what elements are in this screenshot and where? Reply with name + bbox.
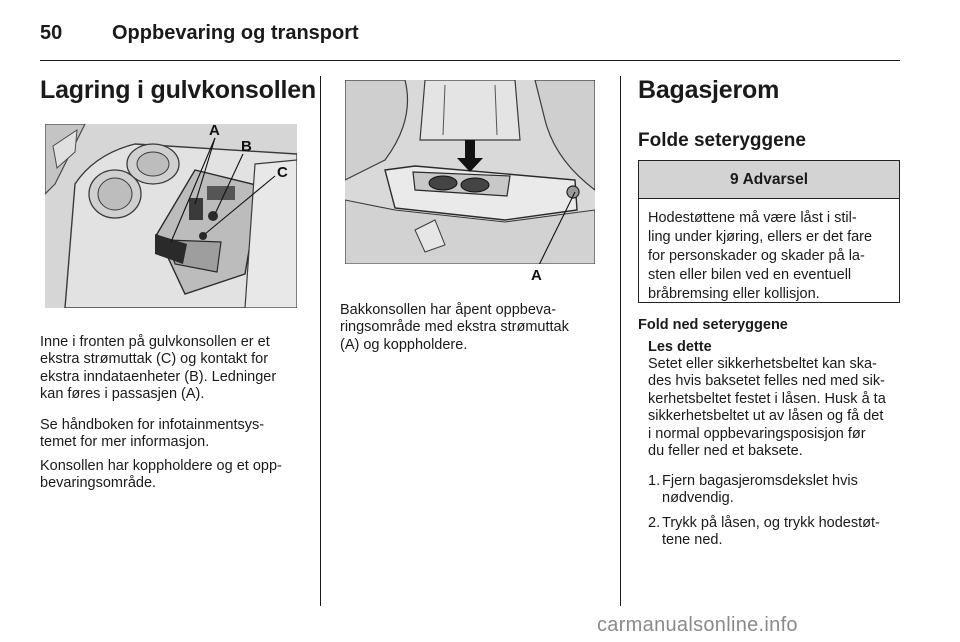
warning-header: [639, 161, 899, 199]
column-divider-1: [320, 76, 321, 606]
figure-label-b: B: [241, 138, 252, 155]
figure-label-c: C: [277, 164, 288, 181]
header-rule: [40, 60, 900, 61]
figure-label-a: A: [209, 124, 220, 139]
warning-box: [638, 160, 900, 303]
luggage-heading: Bagasjerom: [638, 76, 780, 104]
floor-console-heading: Lagring i gulvkonsollen: [40, 76, 316, 104]
rear-console-figure: [345, 80, 595, 284]
column-divider-2: [620, 76, 621, 606]
fold-down-subheading: Fold ned seteryggene: [638, 317, 788, 333]
warning-triangle-icon: 9: [729, 170, 739, 188]
rear-console-illustration: [345, 80, 595, 284]
section-title: Oppbevaring og transport: [112, 22, 359, 44]
floor-console-paragraph-1: Inne i fronten på gulvkonsollen er et ekstra strømuttak (C) og kontakt for ekstra inndataenheter (B). Ledninger kan føres i passasjen (A).: [40, 334, 277, 403]
warning-title: Advarsel: [742, 170, 809, 188]
watermark: carmanualsonline.info: [597, 614, 798, 636]
note-title: Les dette: [648, 339, 712, 355]
warning-body: Hodestøttene må være låst i stil- ling under kjøring, ellers er det fare for personskader og skader på la- sten eller bilen ved en eventuell bråbremsing eller kollisjon.: [648, 210, 873, 302]
floor-console-paragraph-3: Konsollen har koppholdere og et opp- bevaringsområde.: [40, 458, 282, 492]
floor-console-paragraph-2: Se håndboken for infotainmentsys- temet for mer informasjon.: [40, 417, 265, 451]
rear-console-paragraph: Bakkonsollen har åpent oppbeva- ringsområde med ekstra strømuttak (A) og koppholdere.: [340, 302, 569, 353]
floor-console-figure: [45, 124, 297, 308]
step-number: 2.: [648, 515, 661, 531]
step-number: 1.: [648, 473, 661, 489]
note-body: Setet eller sikkerhetsbeltet kan ska- des hvis baksetet felles ned med sik- kerhetsbeltet festet i låsen. Husk å ta sikkerhetsbeltet ut av låsen og få det i normal oppbevaringsposisjon før du feller ned et baksete.: [648, 356, 886, 460]
fold-seatbacks-subheading: Folde seteryggene: [638, 130, 806, 151]
page-number: 50: [40, 22, 63, 44]
figure-label-a-rear: A: [531, 267, 542, 284]
floor-console-illustration: [45, 124, 297, 308]
